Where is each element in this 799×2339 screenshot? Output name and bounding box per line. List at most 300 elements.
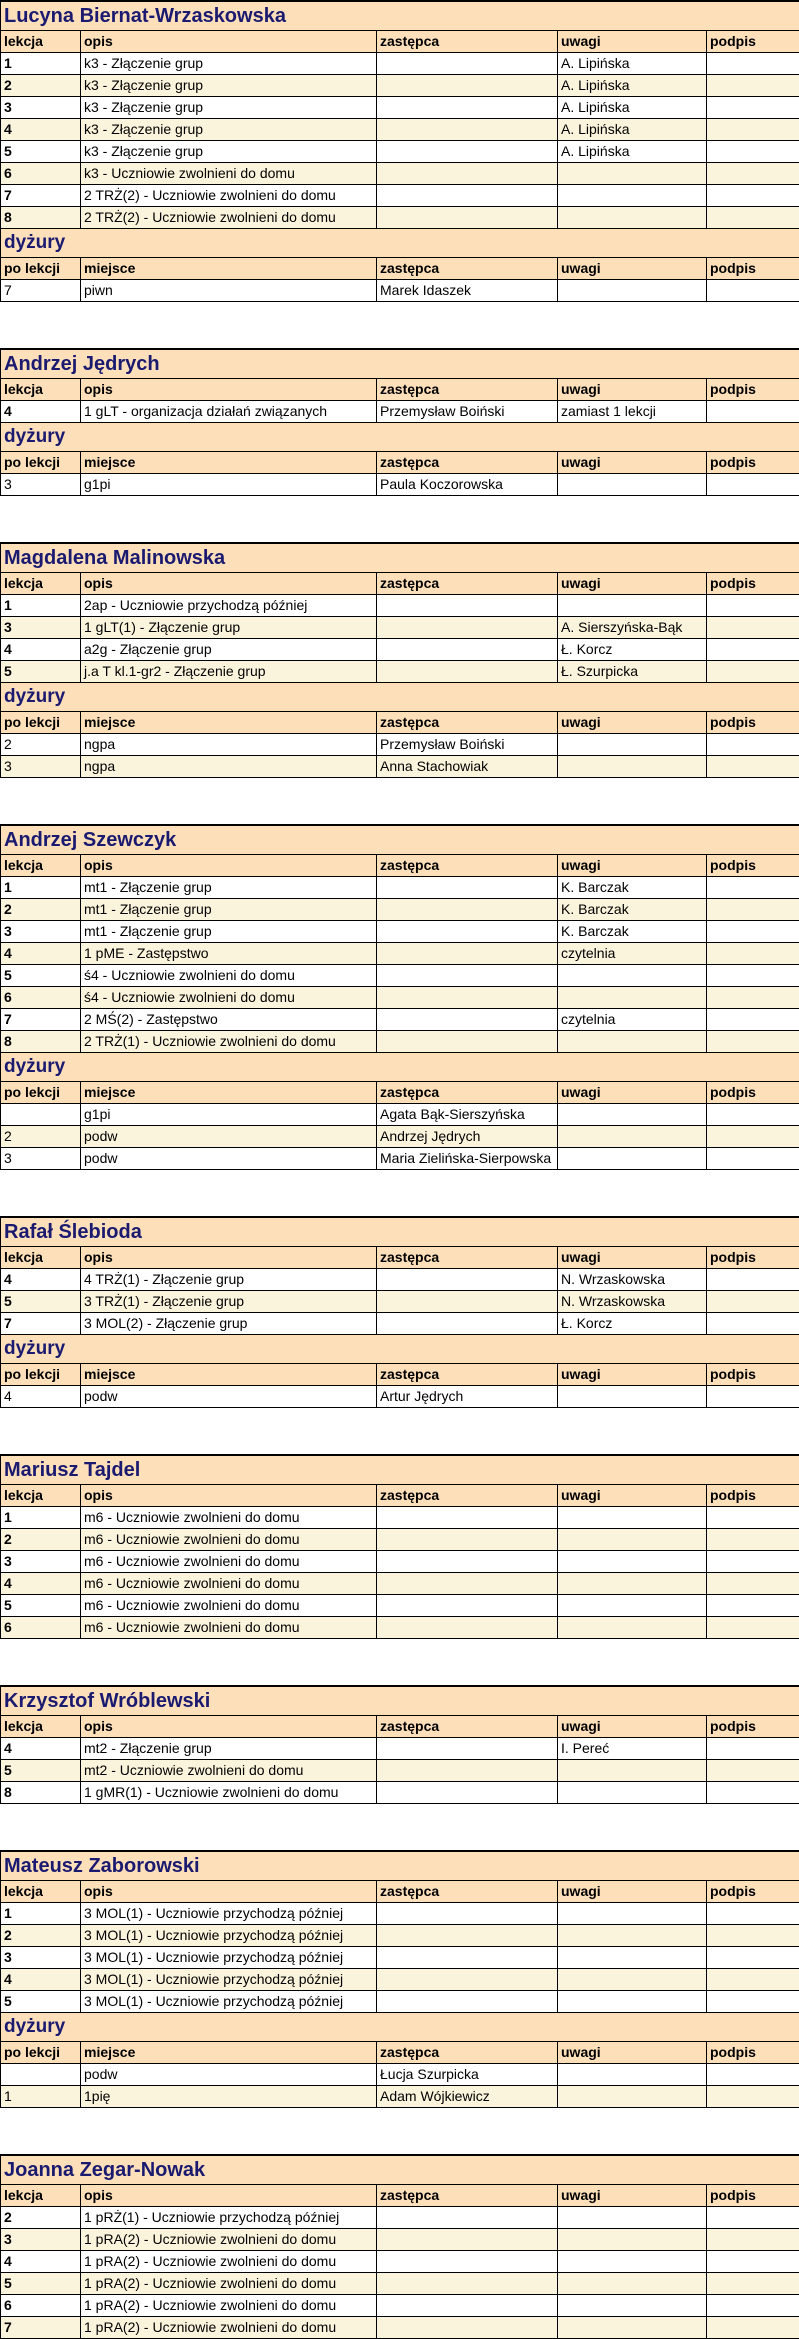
cell-lesson-number: 1 — [1, 1507, 81, 1529]
cell-notes: Ł. Korcz — [558, 1313, 707, 1335]
cell-description: k3 - Uczniowie zwolnieni do domu — [81, 163, 377, 185]
duty-cell-signature — [707, 1104, 799, 1126]
header-signature: podpis — [707, 31, 799, 53]
duty-row — [1, 1386, 799, 1408]
cell-description: j.a T kl.1-gr2 - Złączenie grup — [81, 661, 377, 683]
cell-substitute — [377, 617, 558, 639]
cell-signature — [707, 75, 799, 97]
cell-signature — [707, 141, 799, 163]
block-spacer — [0, 1639, 799, 1685]
header-substitute: zastępca — [377, 1485, 558, 1507]
cell-signature — [707, 899, 799, 921]
duty-cell-signature — [707, 1386, 799, 1408]
duty-row — [1, 2064, 799, 2086]
lesson-row — [1, 401, 799, 423]
cell-lesson-number: 4 — [1, 639, 81, 661]
cell-notes — [558, 987, 707, 1009]
cell-notes — [558, 1573, 707, 1595]
cell-substitute — [377, 639, 558, 661]
header-substitute: zastępca — [377, 2185, 558, 2207]
cell-signature — [707, 1551, 799, 1573]
duty-header-after-lesson: po lekcji — [1, 712, 81, 734]
cell-notes — [558, 1529, 707, 1551]
duty-row — [1, 1126, 799, 1148]
cell-substitute — [377, 987, 558, 1009]
cell-notes: A. Lipińska — [558, 141, 707, 163]
cell-description: 2ap - Uczniowie przychodzą później — [81, 595, 377, 617]
duty-cell-substitute: Anna Stachowiak — [377, 756, 558, 778]
duty-cell-after-lesson: 3 — [1, 474, 81, 496]
header-signature: podpis — [707, 855, 799, 877]
lesson-header-row — [1, 1716, 799, 1738]
header-signature: podpis — [707, 1881, 799, 1903]
cell-signature — [707, 1760, 799, 1782]
cell-lesson-number: 1 — [1, 877, 81, 899]
cell-signature — [707, 1291, 799, 1313]
cell-notes — [558, 1903, 707, 1925]
teacher-name: Mariusz Tajdel — [1, 1455, 799, 1485]
cell-substitute — [377, 943, 558, 965]
duty-header-place: miejsce — [81, 712, 377, 734]
cell-substitute — [377, 1738, 558, 1760]
cell-notes — [558, 595, 707, 617]
duty-title-row — [1, 1053, 799, 1082]
teacher-block — [0, 1454, 799, 1639]
lesson-row — [1, 1313, 799, 1335]
duty-header-row — [1, 1082, 799, 1104]
duty-title: dyżury — [1, 1053, 799, 1082]
cell-notes — [558, 2251, 707, 2273]
duty-title: dyżury — [1, 1335, 799, 1364]
cell-substitute — [377, 1947, 558, 1969]
cell-signature — [707, 877, 799, 899]
cell-lesson-number: 2 — [1, 2207, 81, 2229]
duty-header-place: miejsce — [81, 1082, 377, 1104]
cell-description: 3 MOL(2) - Złączenie grup — [81, 1313, 377, 1335]
duty-cell-signature — [707, 2086, 799, 2108]
cell-description: 4 TRŻ(1) - Złączenie grup — [81, 1269, 377, 1291]
duty-cell-substitute: Maria Zielińska-Sierpowska — [377, 1148, 558, 1170]
cell-substitute — [377, 1269, 558, 1291]
header-notes: uwagi — [558, 855, 707, 877]
cell-description: m6 - Uczniowie zwolnieni do domu — [81, 1551, 377, 1573]
teacher-name: Joanna Zegar-Nowak — [1, 2155, 799, 2185]
cell-notes — [558, 2229, 707, 2251]
header-description: opis — [81, 31, 377, 53]
cell-notes: K. Barczak — [558, 899, 707, 921]
cell-notes: N. Wrzaskowska — [558, 1291, 707, 1313]
block-spacer — [0, 1804, 799, 1850]
header-lesson-number: lekcja — [1, 31, 81, 53]
duty-cell-notes — [558, 1104, 707, 1126]
cell-substitute — [377, 2229, 558, 2251]
cell-description: ś4 - Uczniowie zwolnieni do domu — [81, 987, 377, 1009]
cell-substitute — [377, 1617, 558, 1639]
lesson-row — [1, 965, 799, 987]
cell-description: 1 pRA(2) - Uczniowie zwolnieni do domu — [81, 2251, 377, 2273]
cell-lesson-number: 2 — [1, 1529, 81, 1551]
cell-lesson-number: 5 — [1, 1595, 81, 1617]
teacher-name-row — [1, 1851, 799, 1881]
header-description: opis — [81, 379, 377, 401]
cell-lesson-number: 3 — [1, 97, 81, 119]
cell-description: k3 - Złączenie grup — [81, 141, 377, 163]
cell-substitute — [377, 2251, 558, 2273]
cell-description: 1 pRA(2) - Uczniowie zwolnieni do domu — [81, 2295, 377, 2317]
cell-lesson-number: 5 — [1, 1760, 81, 1782]
cell-signature — [707, 1573, 799, 1595]
header-description: opis — [81, 573, 377, 595]
cell-lesson-number: 2 — [1, 1925, 81, 1947]
header-signature: podpis — [707, 379, 799, 401]
cell-notes — [558, 1947, 707, 1969]
duty-header-signature: podpis — [707, 1082, 799, 1104]
cell-signature — [707, 53, 799, 75]
teacher-name: Mateusz Zaborowski — [1, 1851, 799, 1881]
cell-signature — [707, 921, 799, 943]
duty-cell-notes — [558, 2064, 707, 2086]
lesson-row — [1, 1969, 799, 1991]
cell-notes — [558, 965, 707, 987]
cell-signature — [707, 1991, 799, 2013]
duty-row — [1, 2086, 799, 2108]
duty-header-notes: uwagi — [558, 452, 707, 474]
duty-header-notes: uwagi — [558, 1364, 707, 1386]
cell-notes: A. Sierszyńska-Bąk — [558, 617, 707, 639]
lesson-row — [1, 75, 799, 97]
lesson-row — [1, 921, 799, 943]
cell-substitute — [377, 2207, 558, 2229]
duty-header-notes: uwagi — [558, 258, 707, 280]
duty-title: dyżury — [1, 2013, 799, 2042]
cell-substitute — [377, 965, 558, 987]
block-spacer — [0, 1408, 799, 1454]
duty-cell-notes — [558, 2086, 707, 2108]
duty-header-row — [1, 712, 799, 734]
cell-lesson-number: 7 — [1, 185, 81, 207]
cell-signature — [707, 617, 799, 639]
cell-signature — [707, 2229, 799, 2251]
duty-header-signature: podpis — [707, 2042, 799, 2064]
lesson-row — [1, 141, 799, 163]
lesson-row — [1, 2273, 799, 2295]
cell-description: m6 - Uczniowie zwolnieni do domu — [81, 1529, 377, 1551]
lesson-row — [1, 1529, 799, 1551]
duty-header-substitute: zastępca — [377, 1364, 558, 1386]
cell-lesson-number: 3 — [1, 1947, 81, 1969]
cell-substitute — [377, 2273, 558, 2295]
cell-substitute — [377, 1925, 558, 1947]
cell-signature — [707, 639, 799, 661]
cell-lesson-number: 8 — [1, 207, 81, 229]
cell-substitute — [377, 1573, 558, 1595]
duty-cell-after-lesson — [1, 1104, 81, 1126]
cell-notes — [558, 1969, 707, 1991]
cell-notes — [558, 2273, 707, 2295]
teacher-block — [0, 348, 799, 496]
duty-cell-place: piwn — [81, 280, 377, 302]
teacher-block — [0, 1850, 799, 2108]
cell-description: m6 - Uczniowie zwolnieni do domu — [81, 1595, 377, 1617]
cell-signature — [707, 401, 799, 423]
duty-cell-signature — [707, 734, 799, 756]
cell-notes — [558, 1760, 707, 1782]
duty-header-signature: podpis — [707, 258, 799, 280]
cell-notes: A. Lipińska — [558, 53, 707, 75]
cell-notes: K. Barczak — [558, 877, 707, 899]
cell-description: 1 gLT(1) - Złączenie grup — [81, 617, 377, 639]
duty-title: dyżury — [1, 423, 799, 452]
cell-signature — [707, 1617, 799, 1639]
cell-notes: N. Wrzaskowska — [558, 1269, 707, 1291]
cell-signature — [707, 2251, 799, 2273]
cell-lesson-number: 6 — [1, 987, 81, 1009]
lesson-row — [1, 639, 799, 661]
duty-title-row — [1, 1335, 799, 1364]
lesson-row — [1, 877, 799, 899]
cell-lesson-number: 1 — [1, 595, 81, 617]
cell-substitute — [377, 899, 558, 921]
cell-description: 3 TRŻ(1) - Złączenie grup — [81, 1291, 377, 1313]
teacher-block — [0, 0, 799, 302]
teacher-name: Rafał Ślebioda — [1, 1217, 799, 1247]
duty-title: dyżury — [1, 229, 799, 258]
duty-cell-substitute: Agata Bąk-Sierszyńska — [377, 1104, 558, 1126]
header-substitute: zastępca — [377, 1716, 558, 1738]
cell-lesson-number: 8 — [1, 1782, 81, 1804]
header-notes: uwagi — [558, 1716, 707, 1738]
header-description: opis — [81, 855, 377, 877]
teacher-block — [0, 1216, 799, 1408]
cell-substitute — [377, 1031, 558, 1053]
cell-signature — [707, 987, 799, 1009]
cell-substitute — [377, 1551, 558, 1573]
cell-substitute — [377, 595, 558, 617]
duty-header-after-lesson: po lekcji — [1, 1364, 81, 1386]
cell-notes: Ł. Korcz — [558, 639, 707, 661]
cell-signature — [707, 2317, 799, 2339]
duty-header-place: miejsce — [81, 2042, 377, 2064]
duty-title-row — [1, 229, 799, 258]
cell-signature — [707, 207, 799, 229]
cell-description: 1 gLT - organizacja działań związanych — [81, 401, 377, 423]
lesson-header-row — [1, 1485, 799, 1507]
cell-substitute — [377, 661, 558, 683]
duty-cell-place: g1pi — [81, 474, 377, 496]
teacher-name-row — [1, 543, 799, 573]
cell-notes: zamiast 1 lekcji — [558, 401, 707, 423]
cell-description: k3 - Złączenie grup — [81, 97, 377, 119]
duty-cell-substitute: Paula Koczorowska — [377, 474, 558, 496]
cell-lesson-number: 5 — [1, 1291, 81, 1313]
cell-signature — [707, 2273, 799, 2295]
header-lesson-number: lekcja — [1, 855, 81, 877]
cell-description: m6 - Uczniowie zwolnieni do domu — [81, 1617, 377, 1639]
duty-cell-place: 1pię — [81, 2086, 377, 2108]
duty-row — [1, 474, 799, 496]
cell-description: 2 MŚ(2) - Zastępstwo — [81, 1009, 377, 1031]
cell-signature — [707, 943, 799, 965]
cell-lesson-number: 3 — [1, 1551, 81, 1573]
cell-substitute — [377, 1595, 558, 1617]
duty-header-row — [1, 2042, 799, 2064]
header-lesson-number: lekcja — [1, 1485, 81, 1507]
cell-substitute: Przemysław Boiński — [377, 401, 558, 423]
cell-description: 1 pRŻ(1) - Uczniowie przychodzą później — [81, 2207, 377, 2229]
cell-description: 3 MOL(1) - Uczniowie przychodzą później — [81, 1925, 377, 1947]
cell-signature — [707, 1969, 799, 1991]
header-notes: uwagi — [558, 2185, 707, 2207]
cell-description: 3 MOL(1) - Uczniowie przychodzą później — [81, 1903, 377, 1925]
duty-cell-after-lesson: 7 — [1, 280, 81, 302]
cell-description: 3 MOL(1) - Uczniowie przychodzą później — [81, 1991, 377, 2013]
duty-cell-after-lesson: 4 — [1, 1386, 81, 1408]
duty-header-substitute: zastępca — [377, 258, 558, 280]
cell-signature — [707, 1947, 799, 1969]
teacher-name: Magdalena Malinowska — [1, 543, 799, 573]
cell-notes: K. Barczak — [558, 921, 707, 943]
cell-notes: A. Lipińska — [558, 97, 707, 119]
cell-notes — [558, 1925, 707, 1947]
lesson-row — [1, 1617, 799, 1639]
cell-description: 2 TRŻ(1) - Uczniowie zwolnieni do domu — [81, 1031, 377, 1053]
cell-lesson-number: 6 — [1, 2295, 81, 2317]
cell-notes: czytelnia — [558, 943, 707, 965]
cell-substitute — [377, 1507, 558, 1529]
cell-substitute — [377, 141, 558, 163]
cell-notes — [558, 1595, 707, 1617]
lesson-row — [1, 53, 799, 75]
lesson-row — [1, 119, 799, 141]
duty-row — [1, 1104, 799, 1126]
cell-lesson-number: 1 — [1, 53, 81, 75]
duty-header-row — [1, 1364, 799, 1386]
lesson-row — [1, 2317, 799, 2339]
cell-description: 3 MOL(1) - Uczniowie przychodzą później — [81, 1969, 377, 1991]
duty-title-row — [1, 2013, 799, 2042]
cell-lesson-number: 7 — [1, 1009, 81, 1031]
header-notes: uwagi — [558, 31, 707, 53]
cell-notes — [558, 1507, 707, 1529]
cell-signature — [707, 185, 799, 207]
duty-header-substitute: zastępca — [377, 712, 558, 734]
duty-header-after-lesson: po lekcji — [1, 452, 81, 474]
duty-title-row — [1, 683, 799, 712]
duty-header-substitute: zastępca — [377, 452, 558, 474]
header-notes: uwagi — [558, 1881, 707, 1903]
cell-substitute — [377, 75, 558, 97]
cell-lesson-number: 2 — [1, 899, 81, 921]
lesson-header-row — [1, 1247, 799, 1269]
cell-substitute — [377, 97, 558, 119]
header-lesson-number: lekcja — [1, 2185, 81, 2207]
duty-cell-substitute: Artur Jędrych — [377, 1386, 558, 1408]
cell-notes — [558, 163, 707, 185]
cell-notes — [558, 1991, 707, 2013]
duty-header-substitute: zastępca — [377, 1082, 558, 1104]
duty-header-signature: podpis — [707, 712, 799, 734]
lesson-row — [1, 1009, 799, 1031]
cell-lesson-number: 4 — [1, 1573, 81, 1595]
header-lesson-number: lekcja — [1, 573, 81, 595]
cell-substitute — [377, 1529, 558, 1551]
cell-substitute — [377, 207, 558, 229]
duty-header-row — [1, 258, 799, 280]
duty-cell-notes — [558, 1126, 707, 1148]
duty-cell-place: podw — [81, 1126, 377, 1148]
cell-signature — [707, 1269, 799, 1291]
header-substitute: zastępca — [377, 1247, 558, 1269]
lesson-row — [1, 1573, 799, 1595]
lesson-row — [1, 617, 799, 639]
lesson-row — [1, 207, 799, 229]
cell-signature — [707, 1595, 799, 1617]
duty-title: dyżury — [1, 683, 799, 712]
lesson-row — [1, 1738, 799, 1760]
cell-lesson-number: 5 — [1, 661, 81, 683]
duty-cell-signature — [707, 474, 799, 496]
header-signature: podpis — [707, 1716, 799, 1738]
cell-substitute — [377, 163, 558, 185]
teacher-block — [0, 542, 799, 778]
cell-lesson-number: 5 — [1, 1991, 81, 2013]
lesson-row — [1, 2207, 799, 2229]
cell-signature — [707, 595, 799, 617]
lesson-row — [1, 1947, 799, 1969]
lesson-row — [1, 2251, 799, 2273]
cell-signature — [707, 163, 799, 185]
lesson-header-row — [1, 31, 799, 53]
duty-cell-signature — [707, 756, 799, 778]
lesson-header-row — [1, 2185, 799, 2207]
cell-signature — [707, 1031, 799, 1053]
header-description: opis — [81, 2185, 377, 2207]
duty-cell-after-lesson: 1 — [1, 2086, 81, 2108]
cell-lesson-number: 4 — [1, 1969, 81, 1991]
teacher-block — [0, 2154, 799, 2339]
teacher-name-row — [1, 1455, 799, 1485]
cell-lesson-number: 1 — [1, 1903, 81, 1925]
cell-description: mt2 - Złączenie grup — [81, 1738, 377, 1760]
header-notes: uwagi — [558, 379, 707, 401]
header-lesson-number: lekcja — [1, 1716, 81, 1738]
header-lesson-number: lekcja — [1, 1247, 81, 1269]
cell-signature — [707, 1313, 799, 1335]
lesson-header-row — [1, 379, 799, 401]
cell-lesson-number: 7 — [1, 2317, 81, 2339]
cell-description: 1 pRA(2) - Uczniowie zwolnieni do domu — [81, 2229, 377, 2251]
cell-description: k3 - Złączenie grup — [81, 119, 377, 141]
lesson-row — [1, 1031, 799, 1053]
lesson-row — [1, 163, 799, 185]
duty-cell-notes — [558, 1386, 707, 1408]
cell-substitute — [377, 1291, 558, 1313]
cell-signature — [707, 119, 799, 141]
cell-notes — [558, 1782, 707, 1804]
lesson-header-row — [1, 573, 799, 595]
duty-cell-after-lesson: 2 — [1, 1126, 81, 1148]
duty-cell-place: ngpa — [81, 756, 377, 778]
cell-lesson-number: 5 — [1, 965, 81, 987]
cell-signature — [707, 1782, 799, 1804]
cell-substitute — [377, 53, 558, 75]
header-signature: podpis — [707, 2185, 799, 2207]
cell-description: 1 gMR(1) - Uczniowie zwolnieni do domu — [81, 1782, 377, 1804]
cell-description: a2g - Złączenie grup — [81, 639, 377, 661]
header-substitute: zastępca — [377, 379, 558, 401]
duty-cell-after-lesson — [1, 2064, 81, 2086]
cell-lesson-number: 3 — [1, 2229, 81, 2251]
